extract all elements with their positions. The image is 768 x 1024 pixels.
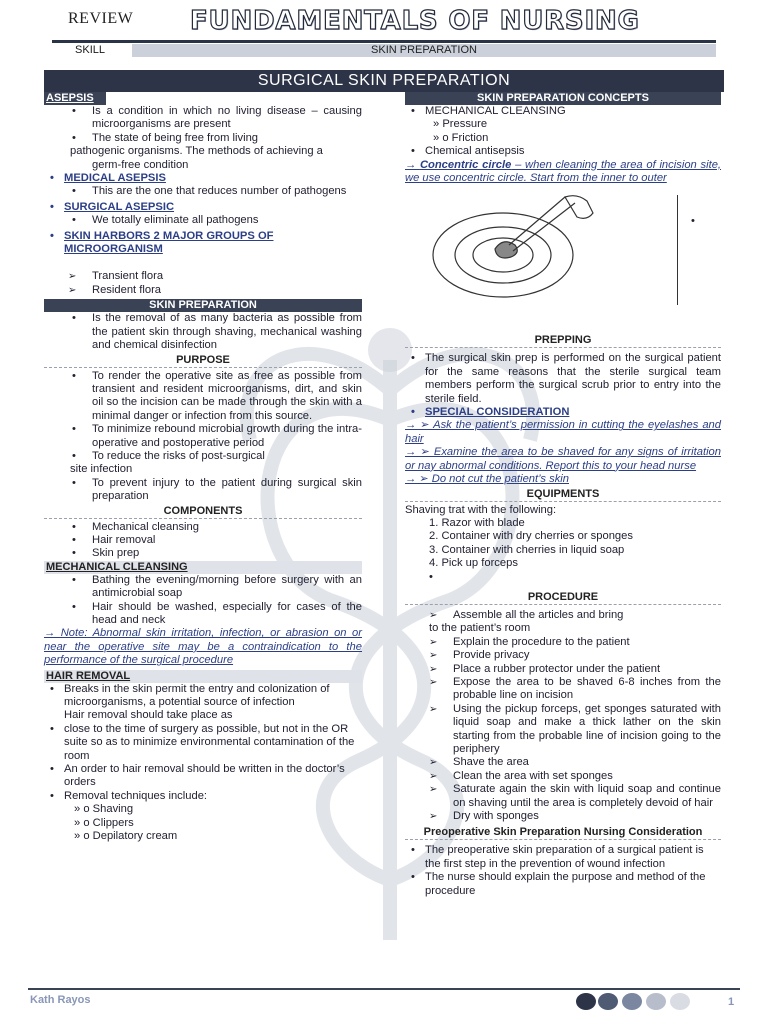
list-item: • Is a condition in which no living disease – causing microorganisms are present [44,105,362,132]
list-item: • The surgical skin prep is performed on the surgical patient for the same reasons that the sterile surgical team members perform the surgical scrub prior to entry into the sterile field. [405,352,721,406]
skill-label: SKILL [75,44,105,56]
footer-divider [28,988,740,990]
stray-bullet: • [691,215,695,228]
list-item: • Skin prep [44,547,362,560]
prepping-heading: PREPPING [405,333,721,348]
sub-item: » o Shaving [74,803,134,816]
note-text: → Note: Abnormal skin irritation, infection, or abrasion on or near the operative site may be a contraindication to the performance of the surgical procedure [44,627,362,667]
list-item: • Bathing the evening/morning before surgery with an antimicrobial soap [44,574,362,601]
preop-heading: Preoperative Skin Preparation Nursing Consideration [405,825,721,840]
page-number: 1 [728,996,735,1008]
right-column [405,92,721,898]
list-item: • MECHANICAL CLEANSING [405,105,721,118]
list-item: • close to the time of surgery as possible, but not in the OR suite so as to minimize environmental contamination of the room [44,723,362,763]
footer-dot-icon [576,993,596,1010]
sub-item: » o Friction [433,131,489,144]
special-consideration-heading: • SPECIAL CONSIDERATION [405,406,721,419]
procedure-step: ➢ Expose the area to be shaved 6-8 inches from the probable line on incision [405,676,721,703]
equipment-item: 3. Container with cherries in liquid soap [429,543,625,556]
special-item: → ➢ Ask the patient’s permission in cutting the eyelashes and hair [405,419,721,445]
special-item: → ➢ Examine the area to be shaved for any signs of irritation or nay abnormal conditions. Report this to your head nurse [405,446,721,472]
components-heading: COMPONENTS [44,504,362,519]
equipment-item: 4. Pick up forceps [429,557,518,570]
procedure-step: ➢ Dry with sponges [405,810,721,823]
concentric-desc: – when cleaning the area of incision site, we use concentric circle. Start from the inner to outer [405,158,722,185]
concentric-note: → Concentric circle – when cleaning the area of incision site, we use concentric circle. Start from the inner to outer [405,158,722,185]
list-item-continuation: germ-free condition [92,158,189,171]
sub-item: » o Clippers [74,816,134,829]
list-item: • The preoperative skin preparation of a surgical patient is the first step in the prevention of wound infection [405,844,721,871]
equipment-item-empty: • [429,570,433,583]
list-item-continuation: pathogenic organisms. The methods of achieving a [70,145,323,158]
procedure-heading: PROCEDURE [405,590,721,605]
skill-value: SKIN PREPARATION [132,44,716,57]
skin-harbors-heading: • SKIN HARBORS 2 MAJOR GROUPS OF MICROORGANISM [44,230,284,257]
procedure-step: ➢ Explain the procedure to the patient [405,636,721,649]
list-item: • To reduce the risks of post-surgical [44,450,362,463]
medical-asepsis-heading: • MEDICAL ASEPSIS [44,172,362,185]
list-item: • Hair removal [44,534,362,547]
concentric-term: Concentric circle [419,158,512,171]
review-label: REVIEW [68,10,134,27]
surgical-asepsis-heading: • SURGICAL ASEPSIC [44,201,362,214]
left-column [44,92,362,844]
asepsis-heading: ASEPSIS [44,92,106,105]
procedure-step: ➢ Clean the area with set sponges [405,770,721,783]
footer-dot-icon [622,993,642,1010]
title-divider [52,40,716,43]
illustration-area [405,185,721,325]
procedure-step: ➢ Place a rubber protector under the patient [405,663,721,676]
list-item: • Mechanical cleansing [44,521,362,534]
list-item: • To prevent injury to the patient during surgical skin preparation [44,477,362,504]
list-item: • This are the one that reduces number of pathogens [44,185,362,198]
mechanical-cleansing-heading: MECHANICAL CLEANSING [44,561,362,574]
footer-dot-icon [646,993,666,1010]
list-item-continuation: Hair removal should take place as [64,709,233,722]
footer-dot-icon [670,993,690,1010]
skin-preparation-heading: SKIN PREPARATION [44,299,362,312]
equipment-item: 1. Razor with blade [429,516,525,529]
footer-dot-icon [598,993,618,1010]
section-banner: SURGICAL SKIN PREPARATION [44,70,724,92]
procedure-step-continuation: to the patient’s room [429,622,531,635]
list-item: • Hair should be washed, especially for cases of the head and neck [44,601,362,628]
list-item: • Is the removal of as many bacteria as possible from the patient skin through shaving, mechanical washing and chemical disinfection [44,312,362,352]
procedure-step: ➢ Saturate again the skin with liquid soap and continue on shaving until the area is completely devoid of hair [405,783,721,810]
list-item: • We totally eliminate all pathogens [44,214,362,227]
list-item: • Removal techniques include: [44,790,362,803]
procedure-step: ➢ Using the pickup forceps, get sponges saturated with liquid soap and make a thick lather on the skin starting from the probable line of incision going to the periphery [405,703,721,757]
list-item: • Breaks in the skin permit the entry and colonization of microorganisms, a potential source of infection [44,683,362,710]
equipment-intro: Shaving trat with the following: [405,503,557,516]
list-item: • The nurse should explain the purpose and method of the procedure [405,871,721,898]
list-item-continuation: site infection [70,463,133,476]
equipments-heading: EQUIPMENTS [405,487,721,502]
list-item: ➢ Transient flora [44,270,362,283]
list-item: • An order to hair removal should be written in the doctor’s orders [44,763,362,790]
concepts-heading: SKIN PREPARATION CONCEPTS [405,92,721,105]
list-item: ➢ Resident flora [44,284,362,297]
list-item: • The state of being free from living [44,132,362,145]
special-item: → ➢ Do not cut the patient’s skin [405,473,570,486]
sub-item: » o Depilatory cream [74,830,178,843]
equipment-item: 2. Container with dry cherries or sponges [429,530,633,543]
author-name: Kath Rayos [30,994,91,1006]
sub-item: » Pressure [433,118,488,131]
procedure-step: ➢ Shave the area [405,756,721,769]
vertical-divider [677,195,678,305]
list-item: • To minimize rebound microbial growth during the intra-operative and postoperative period [44,423,362,450]
hair-removal-heading: HAIR REMOVAL [44,670,362,683]
list-item: • Chemical antisepsis [405,145,721,158]
purpose-heading: PURPOSE [44,353,362,368]
procedure-step: ➢ Assemble all the articles and bring [405,609,721,622]
concentric-circle-illustration-icon [425,193,595,303]
list-item: • To render the operative site as free as possible from transient and resident microorganisms, dirt, and skin oil so the incision can be made through the skin with a minimal danger or infection from this source. [44,370,362,424]
procedure-step: ➢ Provide privacy [405,649,721,662]
document-title: FUNDAMENTALS OF NURSING [190,6,640,36]
